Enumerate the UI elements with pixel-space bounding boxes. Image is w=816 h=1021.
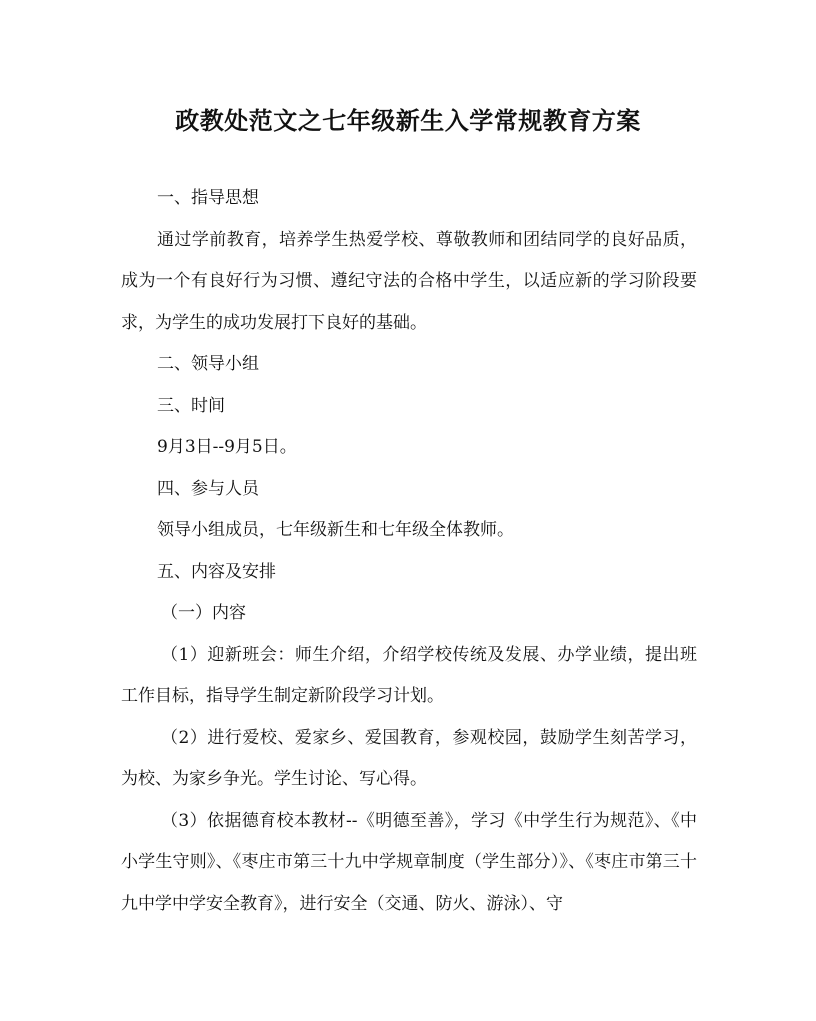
section-heading-content-arrangement: 五、内容及安排 xyxy=(157,561,276,582)
section-heading-guiding-thought: 一、指导思想 xyxy=(157,188,259,208)
list-item-patriotic-education: （2）进行爱校、爱家乡、爱国教育，参观校园，鼓励学生刻苦学习，为校、为家乡争光。学生讨论、写心得。 xyxy=(121,727,697,789)
list-item-welcome-meeting: （1）迎新班会：师生介绍，介绍学校传统及发展、办学业绩，提出班工作目标，指导学生制定新阶段学习计划。 xyxy=(121,644,697,706)
paragraph-guiding-thought: 通过学前教育，培养学生热爱学校、尊敬教师和团结同学的良好品质，成为一个有良好行为习惯、遵纪守法的合格中学生，以适应新的学习阶段要求，为学生的成功发展打下良好的基础。 xyxy=(121,229,697,333)
document-body xyxy=(121,178,697,925)
document-title: 政教处范文之七年级新生入学常规教育方案 xyxy=(175,106,641,135)
subsection-heading-content: （一）内容 xyxy=(161,603,246,623)
section-heading-participants: 四、参与人员 xyxy=(157,478,259,499)
list-item-moral-textbook: （3）依据德育校本教材--《明德至善》，学习《中学生行为规范》、《中小学生守则》、《枣庄市第三十九中学规章制度（学生部分）》、《枣庄市第三十九中学中学安全教育》，进行安全（交通、防火、游泳）、守 xyxy=(121,810,697,914)
section-heading-time: 三、时间 xyxy=(157,395,225,416)
paragraph-time: 9月3日--9月5日。 xyxy=(157,437,297,457)
section-heading-leadership-group: 二、领导小组 xyxy=(157,354,259,374)
paragraph-participants: 领导小组成员，七年级新生和七年级全体教师。 xyxy=(157,520,514,540)
